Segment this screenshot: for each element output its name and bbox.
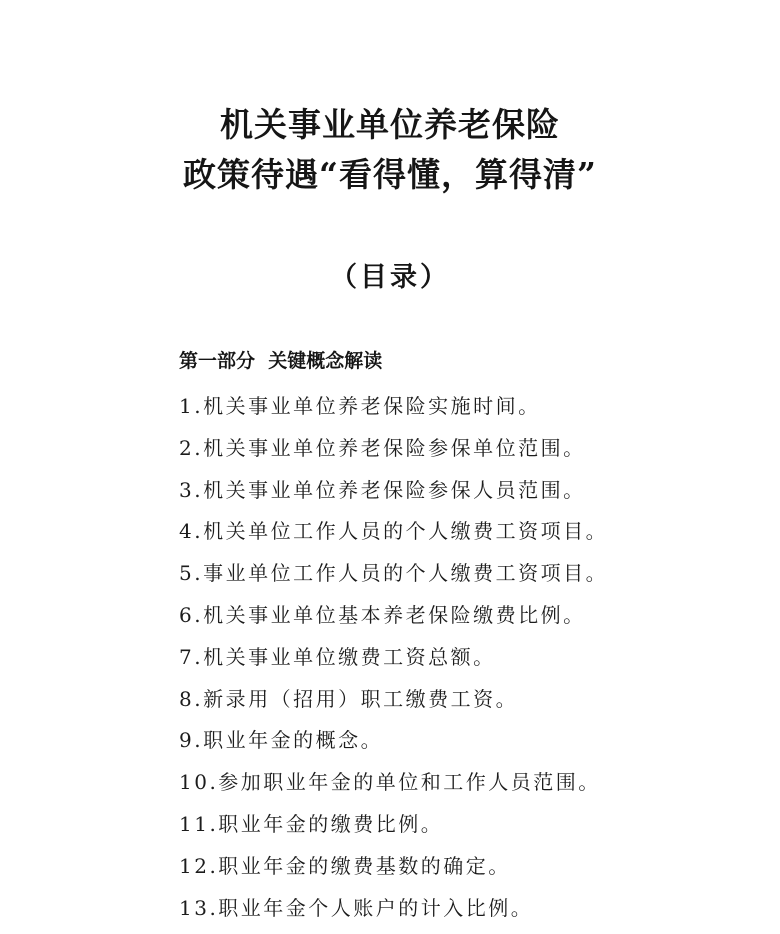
toc-heading: （目录） — [330, 262, 450, 293]
toc-item: 3.机关事业单位养老保险参保人员范围。 — [179, 477, 586, 502]
toc-item: 11.职业年金的缴费比例。 — [179, 811, 444, 836]
toc-item: 8.新录用（招用）职工缴费工资。 — [179, 686, 519, 711]
toc-item: 10.参加职业年金的单位和工作人员范围。 — [179, 770, 601, 795]
document-title — [0, 100, 780, 200]
toc-item: 9.职业年金的概念。 — [179, 728, 384, 753]
toc-item: 7.机关事业单位缴费工资总额。 — [179, 644, 496, 669]
toc-item: 4.机关单位工作人员的个人缴费工资项目。 — [179, 519, 609, 544]
toc-list — [179, 391, 608, 934]
title-line-1: 机关事业单位养老保险 — [220, 105, 560, 144]
toc-item: 5.事业单位工作人员的个人缴费工资项目。 — [179, 561, 609, 586]
title-line-2: 政策待遇“看得懂，算得清” — [183, 155, 597, 194]
section-heading: 第一部分 关键概念解读 — [179, 350, 383, 372]
toc-item: 1.机关事业单位养老保险实施时间。 — [179, 394, 541, 418]
toc-item: 2.机关事业单位养老保险参保单位范围。 — [179, 435, 586, 460]
toc-item: 13.职业年金个人账户的计入比例。 — [179, 895, 534, 920]
toc-item: 6.机关事业单位基本养老保险缴费比例。 — [179, 602, 586, 627]
toc-item: 12.职业年金的缴费基数的确定。 — [179, 853, 511, 878]
